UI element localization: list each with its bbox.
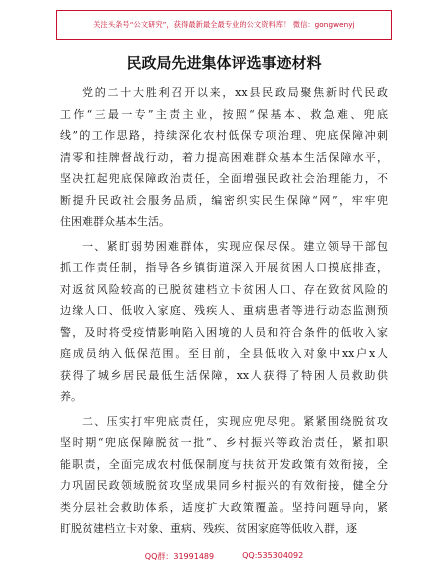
- paragraph-line: 清零和挂牌督战行动，着力提高困难群众基本生活保障水平，: [60, 150, 388, 164]
- paragraph-line: 一、紧盯弱势困难群体，实现应保尽保。建立领导干部包: [82, 239, 388, 253]
- paragraph-line: 能职责，全面完成农村低保制度与扶贫开发政策有效衔接，全: [60, 457, 388, 471]
- paragraph-line: 线”的工作思路，持续深化农村低保专项治理、兜底保障冲刺: [60, 129, 388, 142]
- footer: [0, 551, 448, 562]
- document-title: 民政局先进集体评选事迹材料: [126, 54, 322, 72]
- paragraph-line: 警，及时将受疫情影响陷入困境的人员和符合条件的低收入家: [60, 325, 388, 339]
- paragraph: [60, 82, 388, 233]
- footer-qq: QQ:535304092: [242, 551, 304, 560]
- paragraph-line: 边缘人口、低收入家庭、残疾人、重病患者等进行动态监测预: [60, 304, 388, 317]
- paragraph-line: 住困难群众基本生活。: [60, 215, 170, 228]
- paragraph-line: 庭成员纳入低保范围。至目前，全县低收入对象中xx户x人: [60, 347, 388, 360]
- paragraph-line: 工作“三最一专”主责主业，按照“保基本、救急难、兜底: [60, 107, 388, 121]
- paragraph: [60, 236, 388, 408]
- header-banner: [56, 10, 392, 40]
- paragraph-line: 坚决扛起兜底保障政治责任，全面增强民政社会治理能力，不: [60, 172, 388, 185]
- paragraph-line: 断提升民政社会服务品质，编密织实民生保障“网”，牢牢兜: [60, 193, 388, 207]
- paragraph-line: 抓工作责任制，指导各乡镇街道深入开展贫困人口摸底排查，: [60, 261, 388, 274]
- paragraph-line: 盯脱贫建档立卡对象、重病、残疾、贫困家庭等低收入群，逐: [60, 522, 357, 535]
- paragraph-line: 养。: [60, 390, 82, 403]
- footer-qq-group: QQ群：31991489: [144, 552, 215, 561]
- header-banner-text: 关注头条号“公文研究”，获得最新最全最专业的公文资料库！ 微信：gongwenyj: [93, 20, 355, 29]
- paragraph-line: 获得了城乡居民最低生活保障，xx人获得了特困人员救助供: [60, 368, 388, 382]
- paragraph-line: 力巩固民政领域脱贫攻坚成果同乡村振兴的有效衔接，健全分: [60, 479, 388, 492]
- paragraph-line: 类分层社会救助体系，适度扩大政策覆盖。坚持问题导向，紧: [60, 500, 388, 514]
- paragraph-line: 坚时期“兜底保障脱贫一批”、乡村振兴等政治责任，紧扣职: [60, 436, 388, 449]
- paragraph-line: 党的二十大胜利召开以来，xx县民政局聚焦新时代民政: [82, 86, 388, 99]
- paragraph: [60, 411, 388, 540]
- document-body: [60, 82, 388, 540]
- paragraph-line: 对返贫风险较高的已脱贫建档立卡贫困人口、存在致贫风险的: [60, 282, 388, 296]
- paragraph-line: 二、压实打牢兜底责任，实现应兜尽兜。紧紧围绕脱贫攻: [82, 414, 388, 428]
